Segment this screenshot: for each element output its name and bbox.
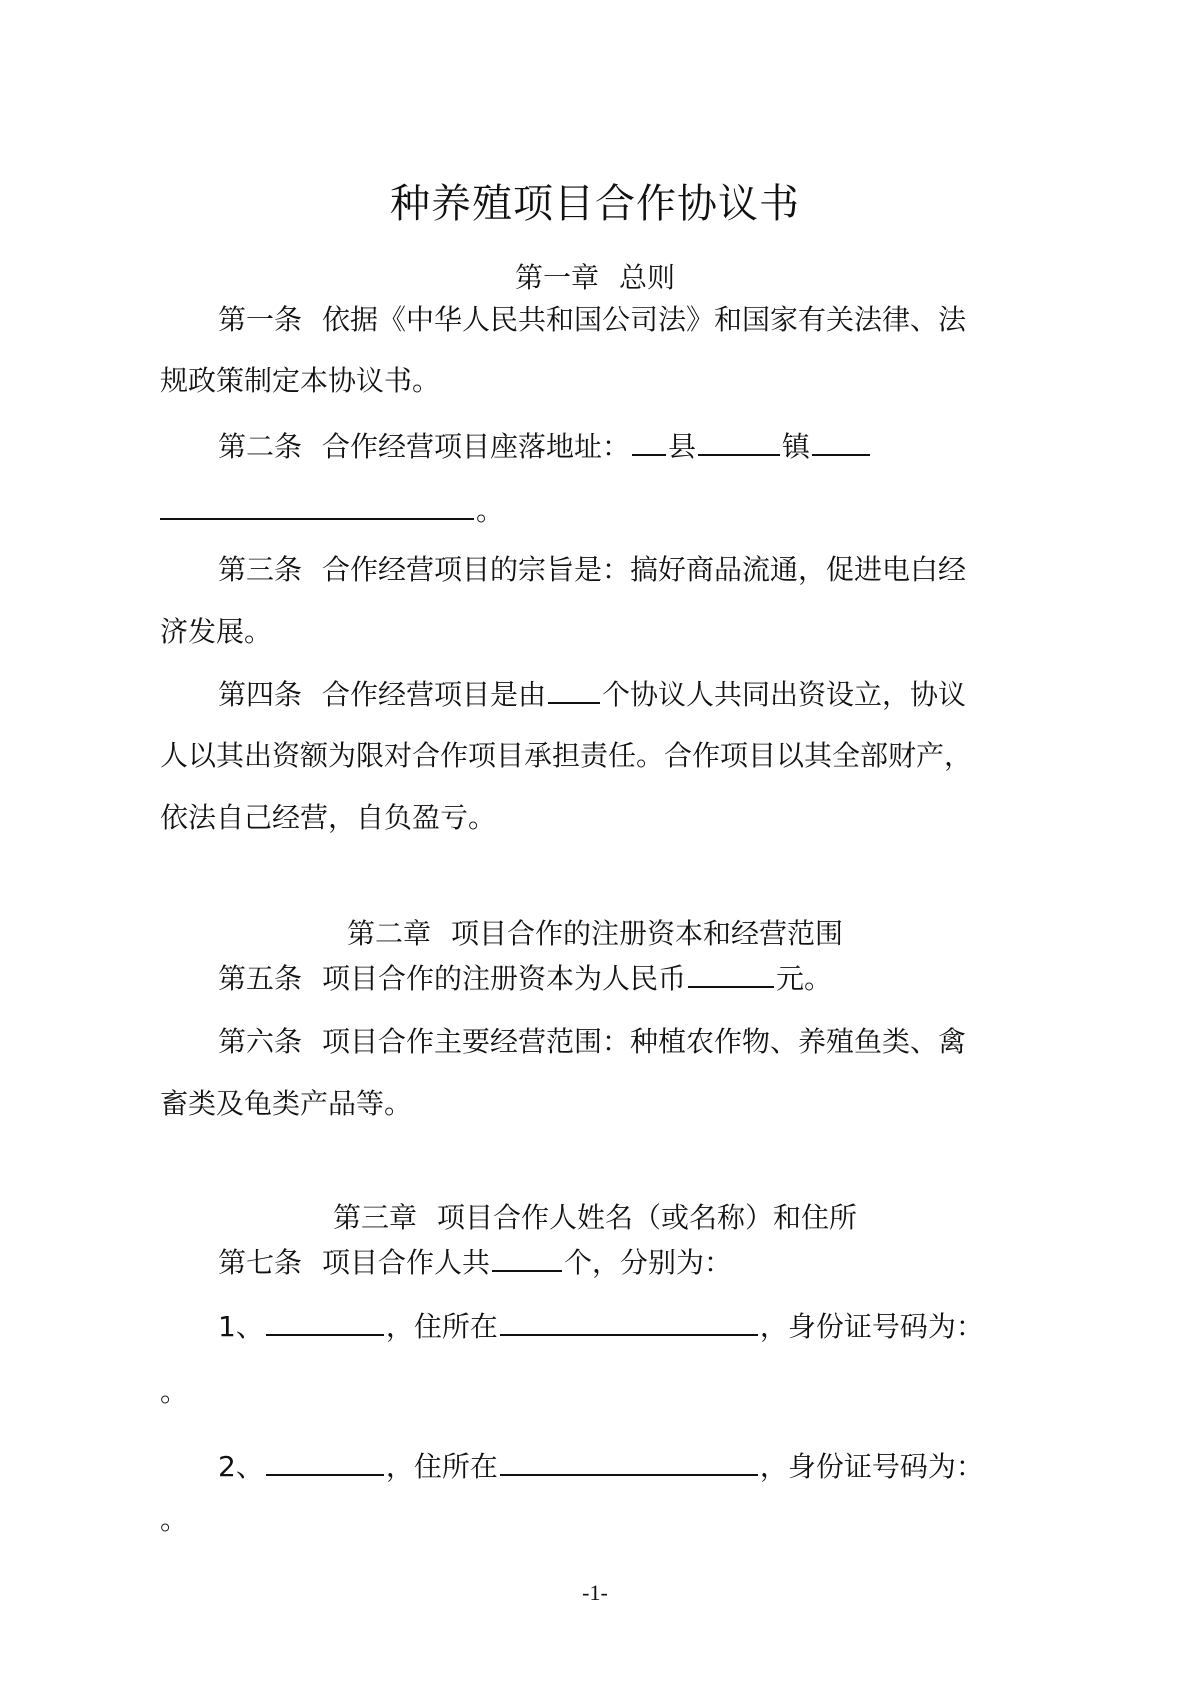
article-1-line-2: 规政策制定本协议书。 [160,364,441,397]
chapter-label: 第三章 [332,1201,417,1234]
article-3-line-2: 济发展。 [160,615,273,648]
chapter-name: 项目合作的注册资本和经营范围 [451,917,844,950]
chapter-name: 总则 [619,261,676,294]
partner-1-line-end: 。 [160,1375,189,1408]
article-6-line-1: 第六条 项目合作主要经营范围：种植农作物、养殖鱼类、禽 [218,1025,967,1058]
article-5-line-1: 第五条 项目合作的注册资本为人民币 元。 [218,962,833,995]
chapter-name: 项目合作人姓名（或名称）和住所 [437,1201,858,1234]
capital-amount-blank[interactable] [688,960,774,988]
page-number: -1- [582,1580,608,1605]
chapter-heading-2 [0,912,1190,952]
article-4-line-1: 第四条 合作经营项目是由 个协议人共同出资设立，协议 [218,678,967,711]
partner-1-line: 1、 ，住所在 ，身份证号码为： [218,1310,984,1343]
article-2-line-2: 。 [160,492,504,529]
chapter-heading-1 [0,256,1190,296]
article-label: 第七条 [218,1246,303,1279]
article-7-line-1: 第七条 项目合作人共 个，分别为： [218,1246,733,1279]
chapter-label: 第一章 [514,261,599,294]
article-label: 第二条 [218,430,303,463]
article-4-line-3: 依法自己经营，自负盈亏。 [160,801,497,834]
town-blank[interactable] [698,428,780,456]
article-2-line-1: 第二条 合作经营项目座落地址： 县 镇 [218,428,872,465]
article-3-line-1: 第三条 合作经营项目的宗旨是：搞好商品流通，促进电白经 [218,553,967,586]
partner-2-line-end: 。 [160,1503,189,1536]
chapter-label: 第二章 [346,917,431,950]
investor-count-blank[interactable] [548,676,600,704]
county-blank[interactable] [632,428,666,456]
article-label: 第三条 [218,553,303,586]
chapter-heading-3 [0,1196,1190,1236]
article-label: 第四条 [218,678,303,711]
article-label: 第六条 [218,1025,303,1058]
partner-2-address-blank[interactable] [500,1448,758,1476]
article-label: 第一条 [218,303,303,336]
document-title: 种养殖项目合作协议书 [390,181,800,227]
address-blank-2[interactable] [160,492,474,520]
article-4-line-2: 人以其出资额为限对合作项目承担责任。合作项目以其全部财产， [160,739,973,772]
partner-1-address-blank[interactable] [500,1308,758,1336]
partner-2-name-blank[interactable] [266,1448,384,1476]
article-6-line-2: 畜类及龟类产品等。 [160,1087,413,1120]
article-label: 第五条 [218,962,303,995]
partner-2-line: 2、 ，住所在 ，身份证号码为： [218,1450,984,1483]
address-blank-1[interactable] [812,428,870,456]
article-1-line-1: 第一条 依据《中华人民共和国公司法》和国家有关法律、法 [218,303,967,336]
partner-count-blank[interactable] [492,1244,562,1272]
partner-1-name-blank[interactable] [266,1308,384,1336]
